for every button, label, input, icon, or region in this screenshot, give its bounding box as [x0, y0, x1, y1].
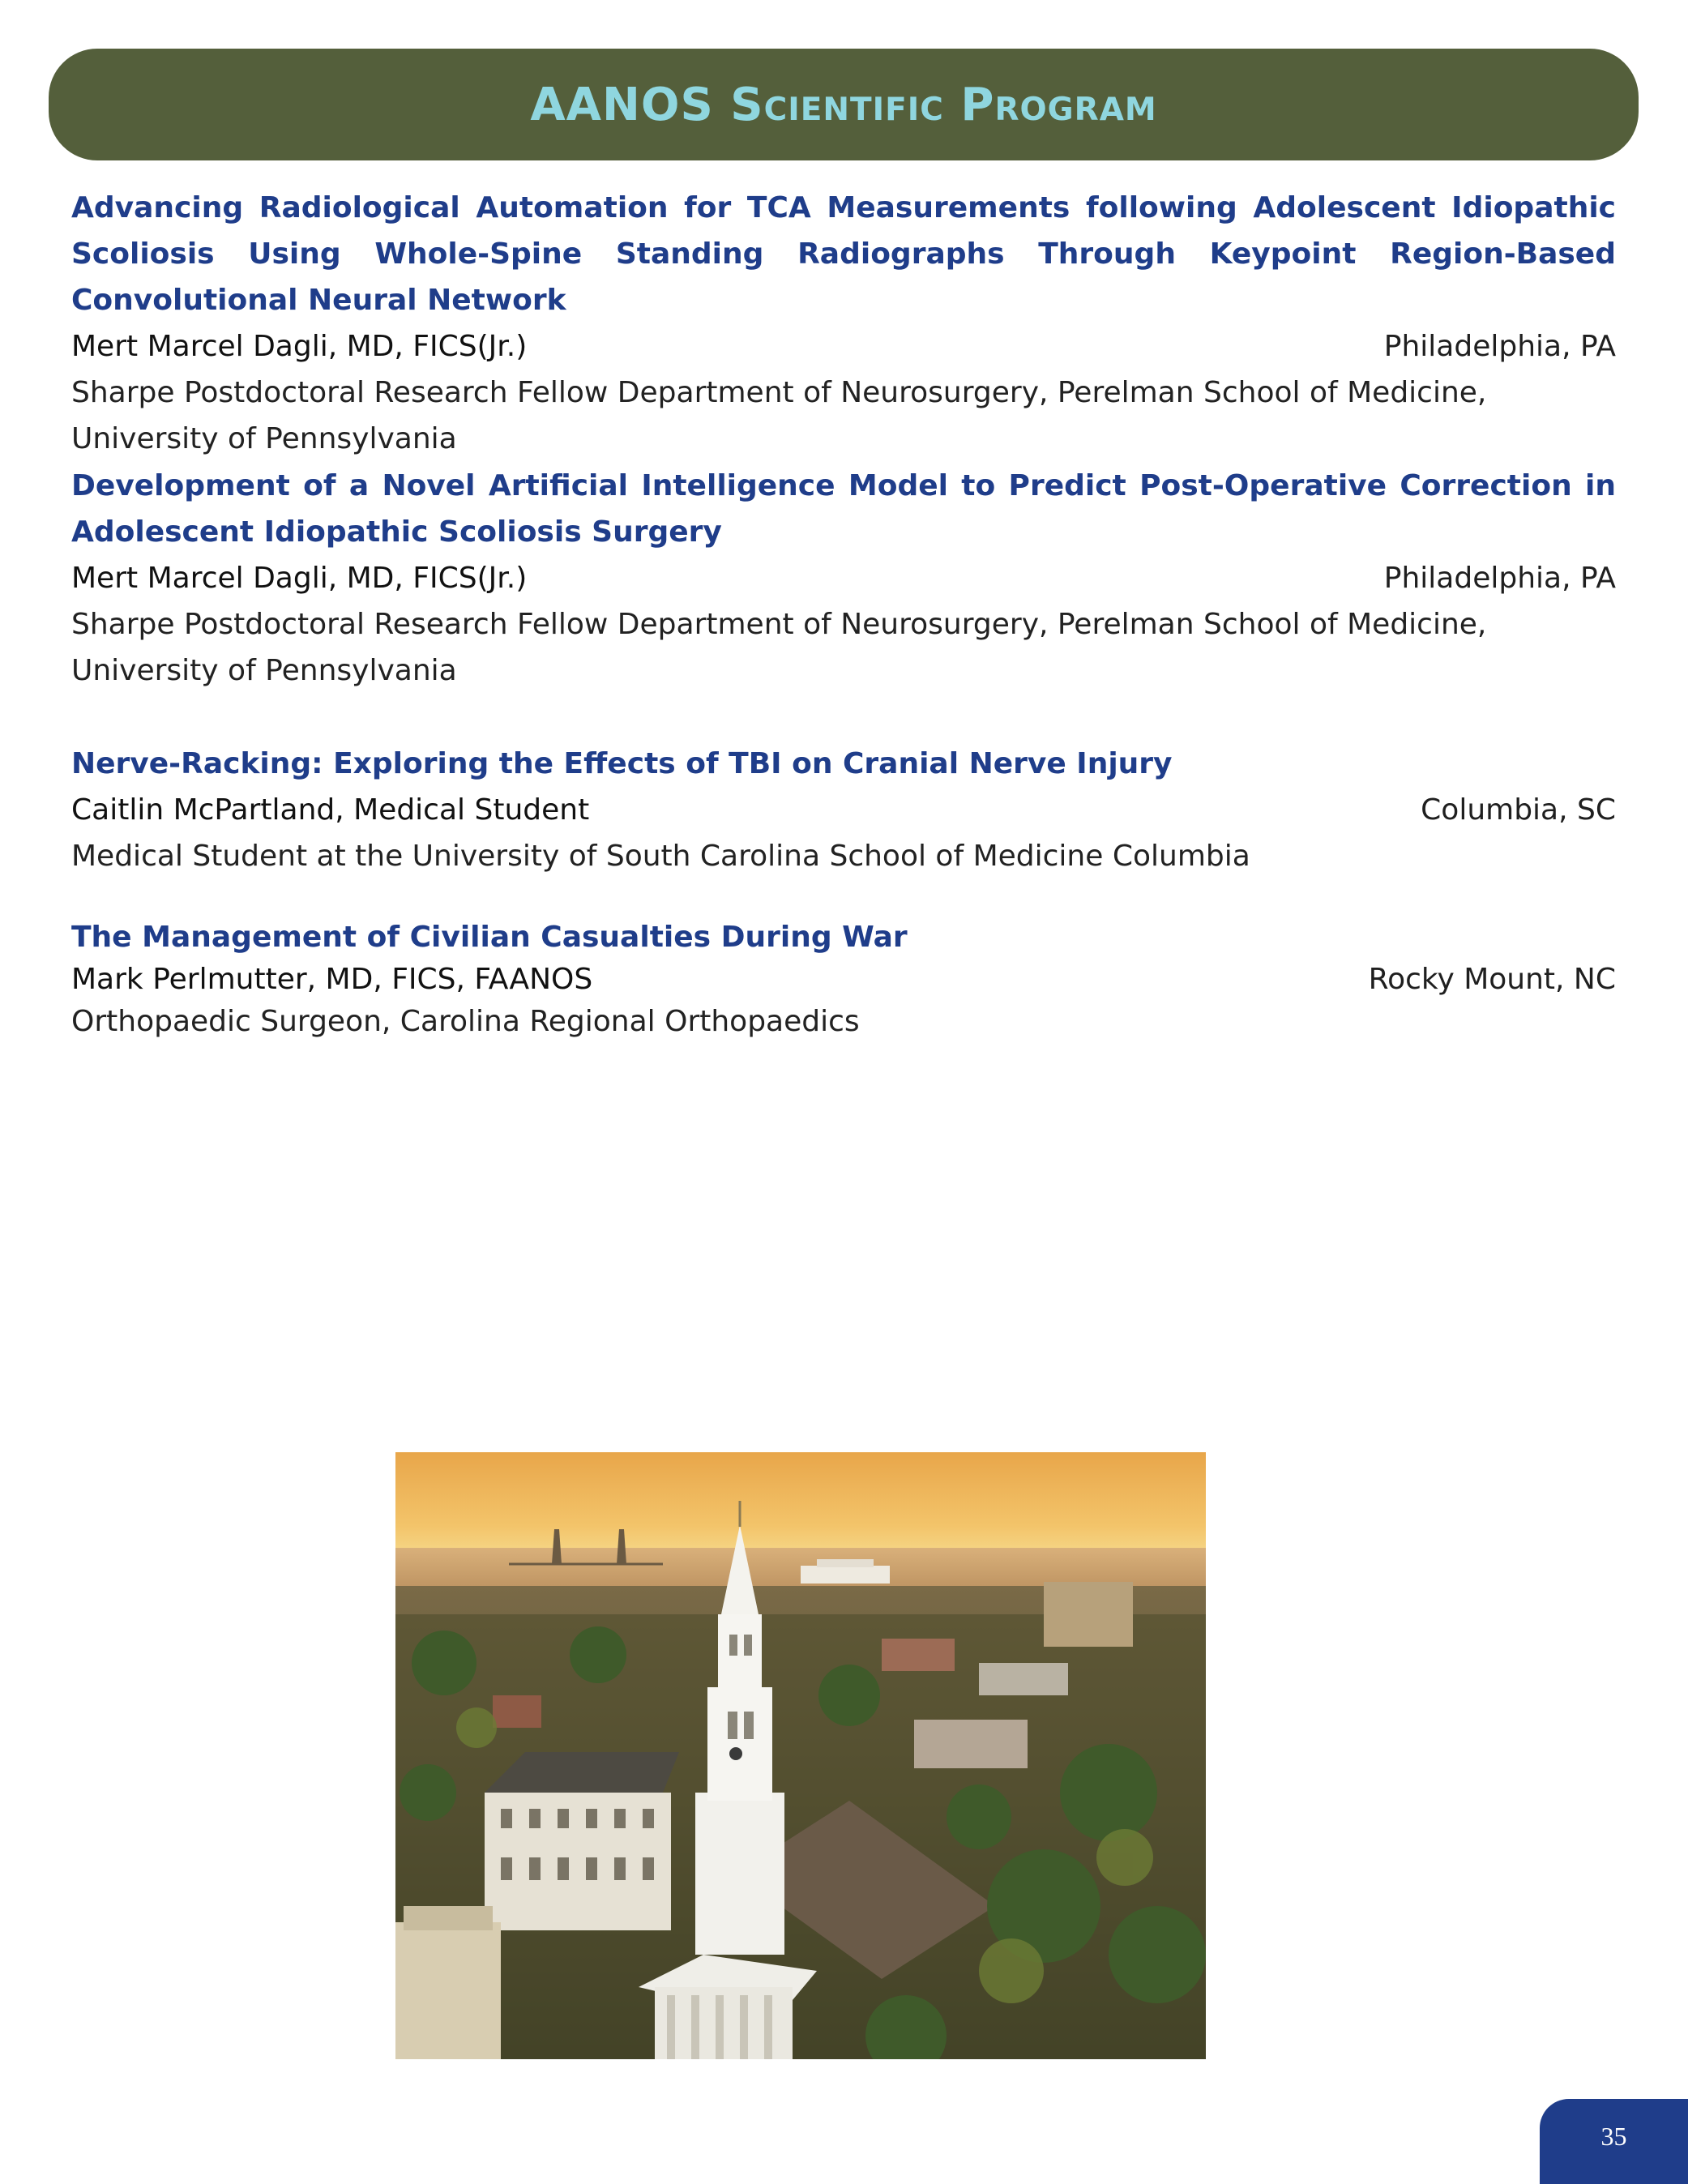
- author-location: Philadelphia, PA: [1383, 562, 1616, 595]
- author-name: Mark Perlmutter, MD, FICS, FAANOS: [71, 963, 593, 996]
- page-number: 35: [1600, 2122, 1627, 2151]
- page-number-tab: [1540, 2099, 1688, 2184]
- author-name: Mert Marcel Dagli, MD, FICS(Jr.): [71, 562, 528, 595]
- program-entry: [71, 185, 1616, 462]
- author-affiliation: Medical Student at the University of South Carolina School of Medicine Columbia: [71, 840, 1250, 873]
- aerial-city-illustration: [395, 1452, 1206, 2059]
- author-row: [71, 323, 1616, 370]
- author-row: [71, 787, 1616, 833]
- city-skyline-photo: [395, 1452, 1206, 2059]
- author-location: Philadelphia, PA: [1383, 330, 1616, 363]
- page-header-banner: [49, 49, 1639, 160]
- author-location: Columbia, SC: [1421, 793, 1616, 827]
- entry-title: Nerve-Racking: Exploring the Effects of TBI on Cranial Nerve Injury: [71, 747, 1173, 780]
- page-header-title: AANOS Scientific Program: [530, 78, 1157, 131]
- author-name: Mert Marcel Dagli, MD, FICS(Jr.): [71, 330, 528, 363]
- author-affiliation: Sharpe Postdoctoral Research Fellow Department of Neurosurgery, Perelman School of Medicine, University of Pennsylvania: [71, 608, 1487, 687]
- program-entry: [71, 463, 1616, 694]
- program-entry: [71, 741, 1616, 879]
- author-location: Rocky Mount, NC: [1368, 963, 1616, 996]
- entry-title: The Management of Civilian Casualties During War: [71, 921, 908, 954]
- author-affiliation: Orthopaedic Surgeon, Carolina Regional Orthopaedics: [71, 1005, 860, 1038]
- author-affiliation: Sharpe Postdoctoral Research Fellow Department of Neurosurgery, Perelman School of Medicine, University of Pennsylvania: [71, 376, 1487, 455]
- author-row: [71, 555, 1616, 601]
- entry-title: Advancing Radiological Automation for TCA Measurements following Adolescent Idiopathic Scoliosis Using Whole-Spine Standing Radiographs Through Keypoint Region-Based Convolutional Neural Network: [71, 191, 1616, 317]
- author-name: Caitlin McPartland, Medical Student: [71, 793, 590, 827]
- entry-title: Development of a Novel Artificial Intelligence Model to Predict Post-Operative Correction in Adolescent Idiopathic Scoliosis Surgery: [71, 469, 1616, 549]
- program-entry: [71, 917, 1616, 1043]
- author-row: [71, 959, 1616, 1001]
